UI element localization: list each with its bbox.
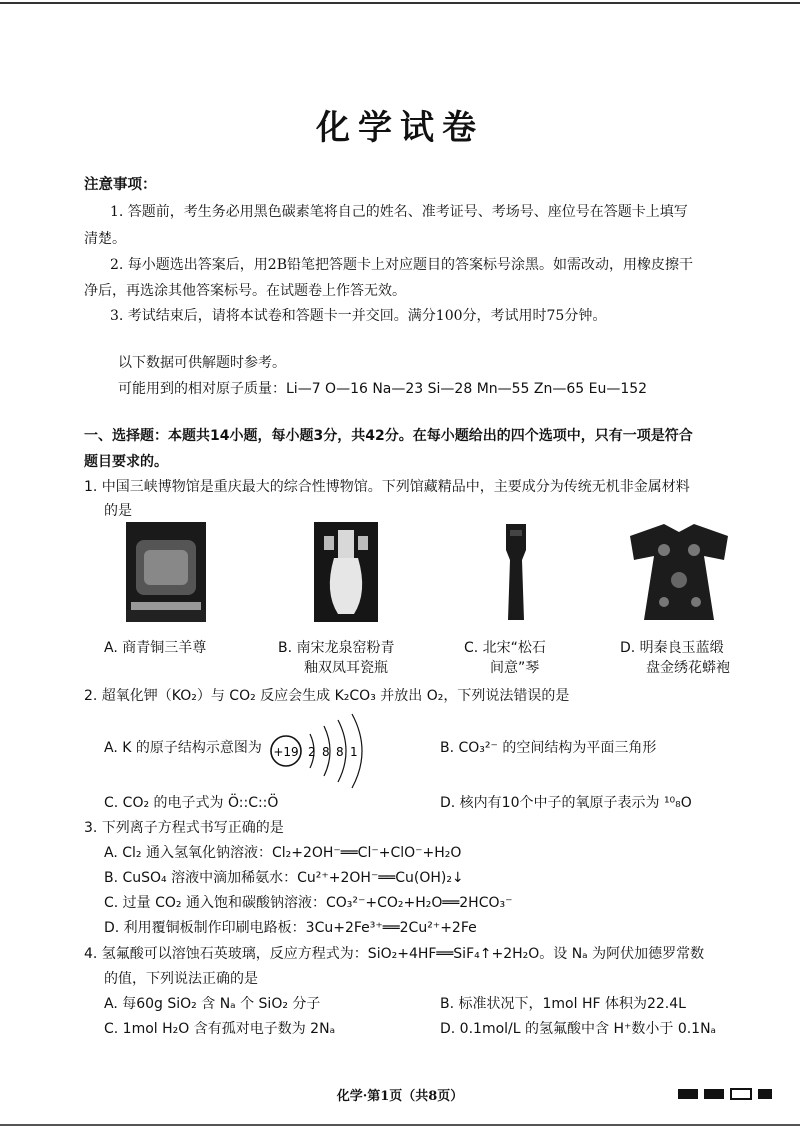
notice-item-3: 3. 考试结束后，请将本试卷和答题卡一并交回。满分100分，考试用时75分钟。 (110, 308, 607, 324)
notice-heading: 注意事项： (84, 176, 157, 193)
q3-option-b: B. CuSO₄ 溶液中滴加稀氨水：Cu²⁺+2OH⁻══Cu(OH)₂↓ (104, 870, 464, 886)
scan-marks (678, 1086, 778, 1102)
q1-option-d: D. 明秦良玉蓝缎 盘金绣花蟒袍 (620, 640, 730, 677)
shell-2-count: 8 (322, 745, 330, 759)
shell-1-count: 2 (308, 745, 316, 759)
q1-option-b: B. 南宋龙泉窑粉青 釉双凤耳瓷瓶 (278, 640, 395, 677)
section-heading: 一、选择题：本题共14小题，每小题3分，共42分。在每小题给出的四个选项中，只有一项是符合 (84, 428, 693, 444)
q4-option-d: D. 0.1mol/L 的氢氟酸中含 H⁺数小于 0.1Nₐ (440, 1021, 717, 1037)
q2-option-c: C. CO₂ 的电子式为 Ö::C::Ö (104, 795, 279, 811)
shell-4-count: 1 (350, 745, 358, 759)
notice-item-1-cont: 清楚。 (84, 231, 126, 247)
top-border (0, 2, 800, 4)
dragon-robe-image (624, 520, 734, 626)
nucleus-label: +19 (273, 745, 299, 759)
notice-item-1: 1. 答题前，考生务必用黑色碳素笔将自己的姓名、准考证号、考场号、座位号在答题卡上填写 (110, 204, 688, 220)
scan-mark-filled-icon (758, 1089, 772, 1099)
q4-option-c: C. 1mol H₂O 含有孤对电子数为 2Nₐ (104, 1021, 336, 1037)
q1-option-a: A. 商青铜三羊尊 (104, 640, 207, 656)
section-heading-cont: 题目要求的。 (84, 454, 168, 470)
reference-line-1: 以下数据可供解题时参考。 (118, 355, 286, 371)
q1-option-c: C. 北宋“松石 间意”琴 (464, 640, 546, 677)
q2-stem: 2. 超氧化钾（KO₂）与 CO₂ 反应会生成 K₂CO₃ 并放出 O₂，下列说法错误的是 (84, 688, 570, 704)
potassium-atom-diagram (268, 712, 368, 790)
page-title: 化学试卷 (316, 108, 484, 148)
scan-mark-filled-icon (704, 1089, 724, 1099)
q4-stem: 4. 氢氟酸可以溶蚀石英玻璃，反应方程式为：SiO₂+4HF══SiF₄↑+2H₂O。设 Nₐ 为阿伏加德罗常数 (84, 946, 705, 962)
page-footer: 化学·第1页（共8页） (336, 1089, 464, 1104)
q3-option-a: A. Cl₂ 通入氢氧化钠溶液：Cl₂+2OH⁻══Cl⁻+ClO⁻+H₂O (104, 845, 462, 861)
q1-stem-cont: 的是 (104, 503, 132, 519)
q2-option-d: D. 核内有10个中子的氧原子表示为 ¹⁰₈O (440, 795, 692, 811)
scan-mark-filled-icon (678, 1089, 698, 1099)
q4-option-a: A. 每60g SiO₂ 含 Nₐ 个 SiO₂ 分子 (104, 996, 321, 1012)
q4-stem-cont: 的值，下列说法正确的是 (104, 971, 258, 987)
q4-option-b: B. 标准状况下，1mol HF 体积为22.4L (440, 996, 686, 1012)
notice-item-2-cont: 净后，再选涂其他答案标号。在试题卷上作答无效。 (84, 283, 406, 299)
q2-option-a: A. K 的原子结构示意图为 (104, 740, 262, 756)
notice-item-2: 2. 每小题选出答案后，用2B铅笔把答题卡上对应题目的答案标号涂黑。如需改动，用橡皮擦干 (110, 257, 694, 273)
q1-stem: 1. 中国三峡博物馆是重庆最大的综合性博物馆。下列馆藏精品中，主要成分为传统无机非金属材料 (84, 479, 690, 495)
scan-mark-hollow-icon (730, 1088, 752, 1100)
guqin-image (496, 520, 536, 626)
q2-option-b: B. CO₃²⁻ 的空间结构为平面三角形 (440, 740, 657, 756)
q3-stem: 3. 下列离子方程式书写正确的是 (84, 820, 284, 836)
bronze-zun-image (126, 522, 206, 622)
shell-3-count: 8 (336, 745, 344, 759)
q3-option-c: C. 过量 CO₂ 通入饱和碳酸钠溶液：CO₃²⁻+CO₂+H₂O══2HCO₃⁻ (104, 895, 513, 911)
celadon-vase-image (314, 522, 378, 622)
q3-option-d: D. 利用覆铜板制作印刷电路板：3Cu+2Fe³⁺══2Cu²⁺+2Fe (104, 920, 477, 936)
bottom-border (0, 1124, 800, 1126)
reference-line-2: 可能用到的相对原子质量：Li—7 O—16 Na—23 Si—28 Mn—55 Zn—65 Eu—152 (118, 381, 648, 397)
